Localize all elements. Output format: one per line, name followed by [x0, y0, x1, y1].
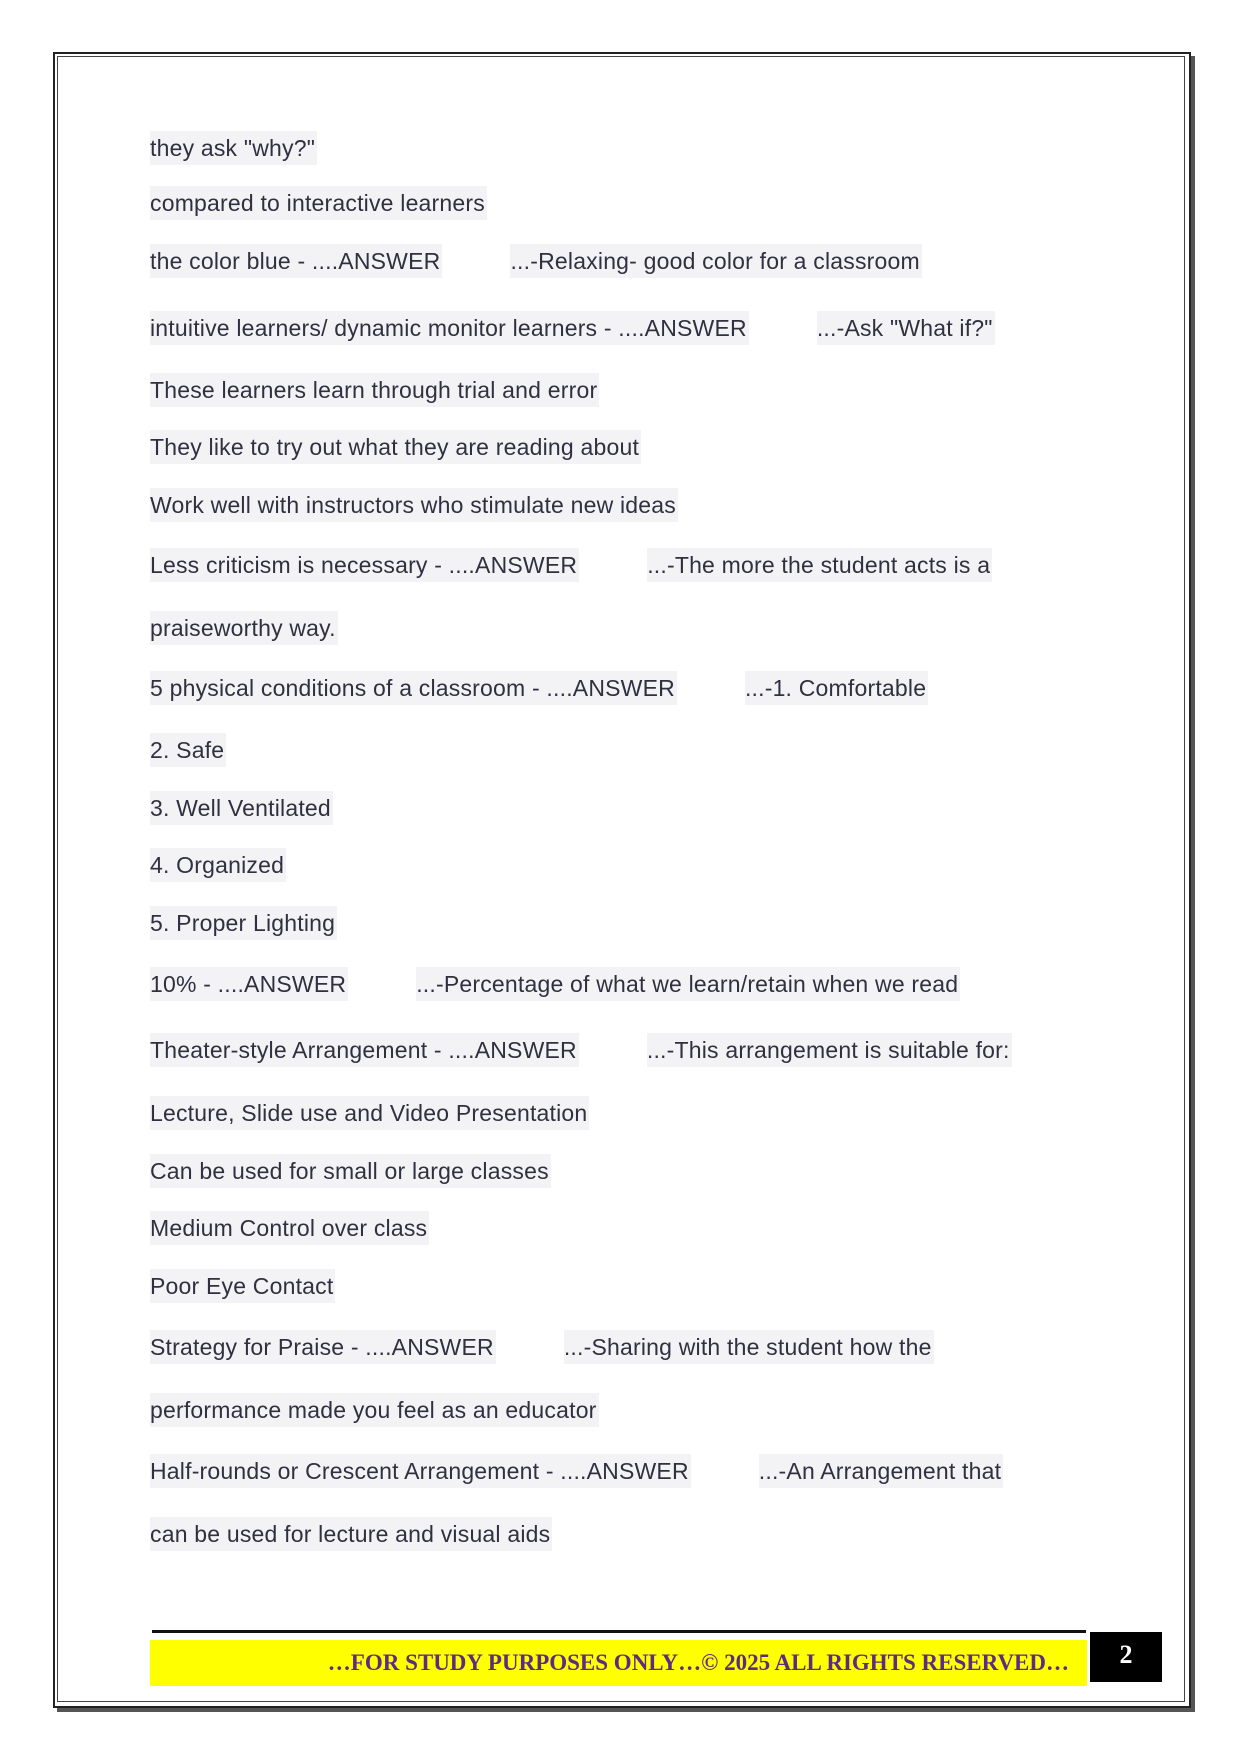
question-text: Theater-style Arrangement - ....ANSWER [150, 1033, 579, 1067]
text-line [150, 611, 338, 645]
text-segment: They like to try out what they are reading about [150, 430, 641, 464]
text-segment: praiseworthy way. [150, 611, 338, 645]
question-text: Half-rounds or Crescent Arrangement - ....ANSWER [150, 1454, 691, 1488]
footer-notice: …FOR STUDY PURPOSES ONLY…© 2025 ALL RIGHTS RESERVED… [150, 1640, 1087, 1686]
list-item: 4. Organized [150, 848, 286, 882]
text-line [150, 373, 599, 407]
answer-text: ...-The more the student acts is a [647, 548, 992, 582]
answer-text: ...-This arrangement is suitable for: [647, 1033, 1012, 1067]
question-text: 10% - ....ANSWER [150, 967, 348, 1001]
text-line [150, 733, 226, 767]
text-line [150, 311, 995, 345]
answer-text: ...-Sharing with the student how the [564, 1330, 934, 1364]
question-text: 5 physical conditions of a classroom - ....ANSWER [150, 671, 677, 705]
question-text: Strategy for Praise - ....ANSWER [150, 1330, 496, 1364]
text-line [150, 1393, 599, 1427]
text-line [150, 791, 333, 825]
text-line [150, 1096, 589, 1130]
text-line [150, 967, 960, 1001]
text-line [150, 848, 286, 882]
text-line [150, 430, 641, 464]
text-line [150, 548, 992, 582]
text-segment: performance made you feel as an educator [150, 1393, 599, 1427]
list-item: 2. Safe [150, 733, 226, 767]
text-line [150, 1269, 335, 1303]
text-line [150, 1154, 551, 1188]
list-item: 5. Proper Lighting [150, 906, 337, 940]
text-segment: Medium Control over class [150, 1211, 429, 1245]
text-segment: Work well with instructors who stimulate new ideas [150, 488, 678, 522]
text-line [150, 488, 678, 522]
text-segment: they ask "why?" [150, 131, 317, 165]
answer-text: ...-An Arrangement that [759, 1454, 1003, 1488]
text-segment: can be used for lecture and visual aids [150, 1517, 552, 1551]
answer-text: ...-Ask "What if?" [817, 311, 995, 345]
question-text: intuitive learners/ dynamic monitor learners - ....ANSWER [150, 311, 749, 345]
text-line [150, 1033, 1012, 1067]
text-segment: Lecture, Slide use and Video Presentation [150, 1096, 589, 1130]
answer-text: ...-Relaxing- good color for a classroom [510, 244, 921, 278]
text-segment: Can be used for small or large classes [150, 1154, 551, 1188]
answer-text: ...-Percentage of what we learn/retain when we read [416, 967, 960, 1001]
text-line [150, 671, 928, 705]
question-text: the color blue - ....ANSWER [150, 244, 442, 278]
text-line [150, 1517, 552, 1551]
text-line [150, 906, 337, 940]
text-line [150, 131, 317, 165]
text-line [150, 1330, 934, 1364]
text-segment: compared to interactive learners [150, 186, 487, 220]
text-segment: Poor Eye Contact [150, 1269, 335, 1303]
answer-text: ...-1. Comfortable [745, 671, 928, 705]
text-line [150, 1454, 1003, 1488]
list-item: 3. Well Ventilated [150, 791, 333, 825]
text-line [150, 186, 487, 220]
footer-rule [152, 1630, 1086, 1633]
text-line [150, 244, 922, 278]
text-segment: These learners learn through trial and error [150, 373, 599, 407]
text-line [150, 1211, 429, 1245]
question-text: Less criticism is necessary - ....ANSWER [150, 548, 579, 582]
page-number: 2 [1090, 1632, 1162, 1682]
